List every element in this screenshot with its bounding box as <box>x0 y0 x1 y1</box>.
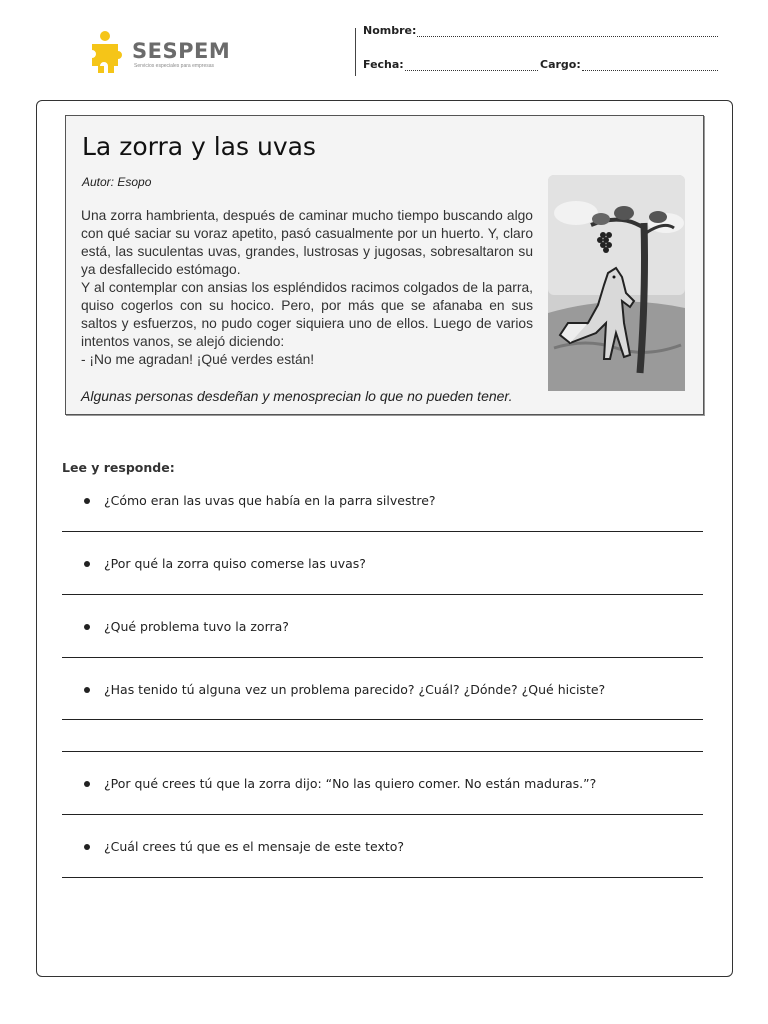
logo-tagline: Servicios especiales para empresas <box>134 63 215 69</box>
story-quote: - ¡No me agradan! ¡Qué verdes están! <box>81 352 315 367</box>
answer-line-5[interactable] <box>62 814 703 815</box>
puzzle-person-icon <box>88 30 128 74</box>
bullet-icon <box>84 781 90 787</box>
bullet-icon <box>84 624 90 630</box>
header-divider <box>355 28 356 76</box>
answer-line-1[interactable] <box>62 531 703 532</box>
cargo-label: Cargo: <box>540 58 581 71</box>
answer-line-3[interactable] <box>62 657 703 658</box>
logo-name: SESPEM <box>132 39 231 63</box>
nombre-field[interactable] <box>363 24 718 37</box>
answer-line-4b[interactable] <box>62 751 703 752</box>
answer-line-6[interactable] <box>62 877 703 878</box>
story-author: Autor: Esopo <box>82 175 152 189</box>
question-3 <box>84 619 289 634</box>
cargo-field[interactable] <box>540 58 718 71</box>
story-moral: Algunas personas desdeñan y menosprecian lo que no pueden tener. <box>81 388 513 404</box>
question-6-text: ¿Cuál crees tú que es el mensaje de este texto? <box>104 839 405 854</box>
answer-line-2[interactable] <box>62 594 703 595</box>
story-title: La zorra y las uvas <box>82 132 316 161</box>
story-paragraph-1: Una zorra hambrienta, después de caminar mucho tiempo buscando algo con qué saciar su voraz apetito, pasó casualmente por un huerto. Y, claro está, las suculentas uvas, grandes, lustrosas y jugosas, sobresaltaron su ya desfallecido estómago. <box>81 208 533 277</box>
fecha-field[interactable] <box>363 58 538 71</box>
question-2-text: ¿Por qué la zorra quiso comerse las uvas? <box>104 556 366 571</box>
questions-title: Lee y responde: <box>62 460 175 475</box>
question-5-text: ¿Por qué crees tú que la zorra dijo: “No las quiero comer. No están maduras.”? <box>104 776 597 791</box>
fox-and-grapevine-illustration <box>546 173 687 393</box>
question-2 <box>84 556 366 571</box>
story-paragraph-2: Y al contemplar con ansias los espléndidos racimos colgados de la parra, quiso cogerlos con su hocico. Pero, por más que se afanaba en sus saltos y esfuerzos, no pudo coger siquiera uno de ellos. Luego de varios intentos vanos, se alejó diciendo: <box>81 280 533 349</box>
bullet-icon <box>84 561 90 567</box>
sespem-logo <box>88 30 238 74</box>
nombre-label: Nombre: <box>363 24 417 37</box>
fecha-label: Fecha: <box>363 58 404 71</box>
question-1-text: ¿Cómo eran las uvas que había en la parra silvestre? <box>104 493 436 508</box>
nombre-line[interactable] <box>417 27 718 37</box>
question-3-text: ¿Qué problema tuvo la zorra? <box>104 619 289 634</box>
bullet-icon <box>84 498 90 504</box>
fecha-line[interactable] <box>405 61 538 71</box>
question-5 <box>84 776 596 791</box>
bullet-icon <box>84 844 90 850</box>
question-1 <box>84 493 436 508</box>
question-4-text: ¿Has tenido tú alguna vez un problema parecido? ¿Cuál? ¿Dónde? ¿Qué hiciste? <box>104 682 606 697</box>
question-4 <box>84 682 605 697</box>
story-body <box>81 207 533 369</box>
bullet-icon <box>84 687 90 693</box>
cargo-line[interactable] <box>582 61 718 71</box>
answer-line-4a[interactable] <box>62 719 703 720</box>
question-6 <box>84 839 404 854</box>
